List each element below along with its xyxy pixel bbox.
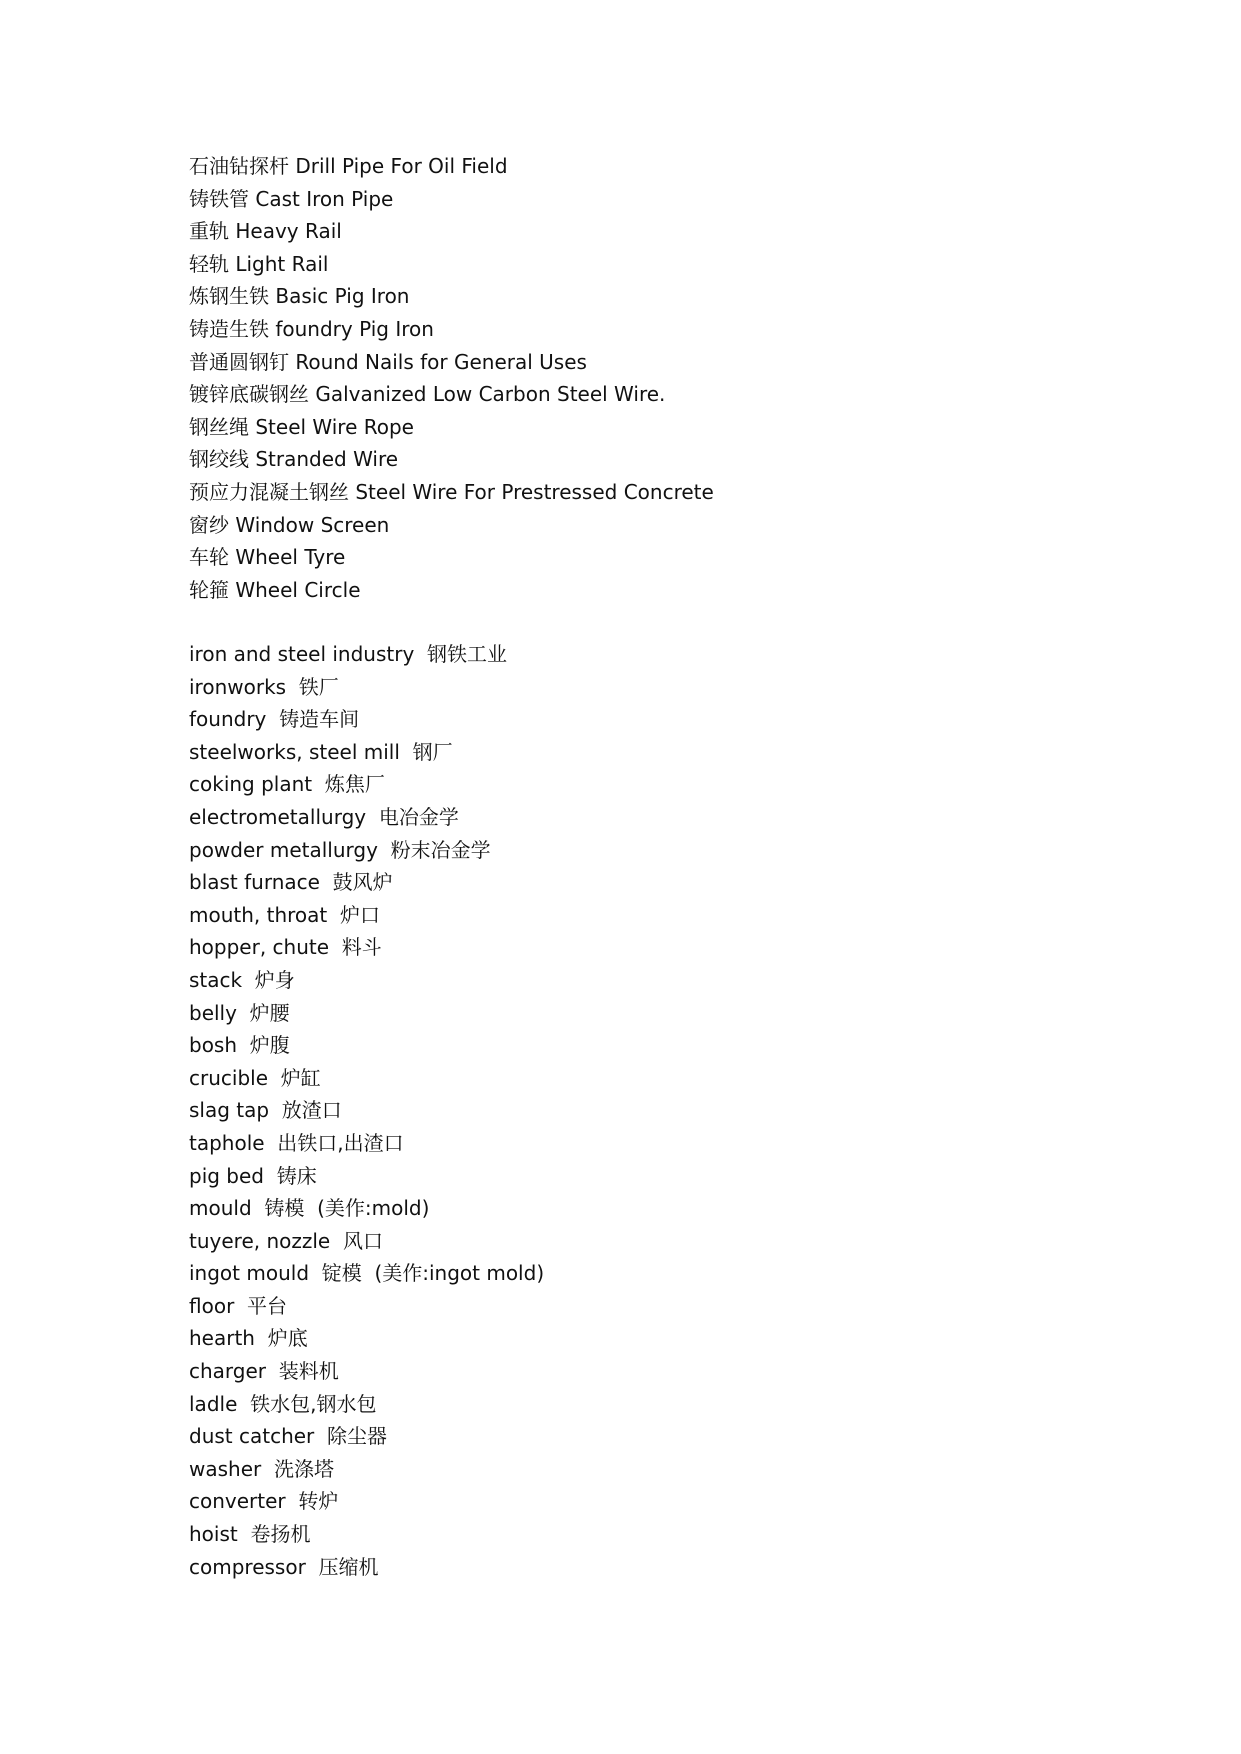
list-item: ironworks 铁厂 (189, 674, 339, 699)
product-terms-list (189, 150, 1189, 606)
list-item: slag tap 放渣口 (189, 1098, 342, 1123)
list-item: hearth 炉底 (189, 1326, 308, 1351)
list-item: electrometallurgy 电冶金学 (189, 804, 459, 829)
list-item: ladle 铁水包,钢水包 (189, 1391, 377, 1416)
list-item: 重轨 Heavy Rail (189, 219, 342, 244)
list-item: 轮箍 Wheel Circle (189, 577, 361, 602)
list-item: foundry 铸造车间 (189, 707, 360, 732)
list-item: iron and steel industry 钢铁工业 (189, 642, 508, 666)
list-item: stack 炉身 (189, 967, 295, 992)
list-item: taphole 出铁口,出渣口 (189, 1130, 404, 1155)
list-item: 铸铁管 Cast Iron Pipe (189, 186, 394, 211)
list-item: washer 洗涤塔 (189, 1456, 334, 1481)
metallurgy-terms-list (189, 638, 1189, 1583)
list-item: steelworks, steel mill 钢厂 (189, 739, 453, 764)
list-item: pig bed 铸床 (189, 1163, 317, 1188)
list-item: 轻轨 Light Rail (189, 251, 329, 276)
list-item: 窗纱 Window Screen (189, 512, 390, 537)
list-item: 预应力混凝土钢丝 Steel Wire For Prestressed Concrete (189, 479, 714, 504)
list-item: compressor 压缩机 (189, 1554, 379, 1579)
list-item: dust catcher 除尘器 (189, 1424, 387, 1449)
list-item: 钢绞线 Stranded Wire (189, 447, 399, 472)
list-item: powder metallurgy 粉末冶金学 (189, 837, 491, 862)
list-item: floor 平台 (189, 1293, 288, 1318)
list-item: crucible 炉缸 (189, 1065, 321, 1090)
list-item: 铸造生铁 foundry Pig Iron (189, 316, 434, 341)
list-item: tuyere, nozzle 风口 (189, 1228, 383, 1253)
list-item: ingot mould 锭模 (美作:ingot mold) (189, 1261, 545, 1286)
list-item: 普通圆钢钉 Round Nails for General Uses (189, 349, 587, 374)
list-item: converter 转炉 (189, 1489, 339, 1514)
list-item: blast furnace 鼓风炉 (189, 870, 393, 895)
list-item: 车轮 Wheel Tyre (189, 545, 346, 570)
list-item: coking plant 炼焦厂 (189, 772, 385, 797)
list-item: 石油钻探杆 Drill Pipe For Oil Field (189, 154, 508, 178)
list-item: charger 装料机 (189, 1359, 339, 1384)
list-item: mouth, throat 炉口 (189, 902, 380, 927)
list-item: 镀锌底碳钢丝 Galvanized Low Carbon Steel Wire. (189, 382, 666, 407)
list-item: belly 炉腰 (189, 1000, 290, 1025)
list-item: bosh 炉腹 (189, 1033, 290, 1058)
list-item: 炼钢生铁 Basic Pig Iron (189, 284, 410, 309)
list-item: 钢丝绳 Steel Wire Rope (189, 414, 414, 439)
list-item: hoist 卷扬机 (189, 1522, 311, 1547)
list-item: hopper, chute 料斗 (189, 935, 382, 960)
list-item: mould 铸模 (美作:mold) (189, 1196, 430, 1221)
